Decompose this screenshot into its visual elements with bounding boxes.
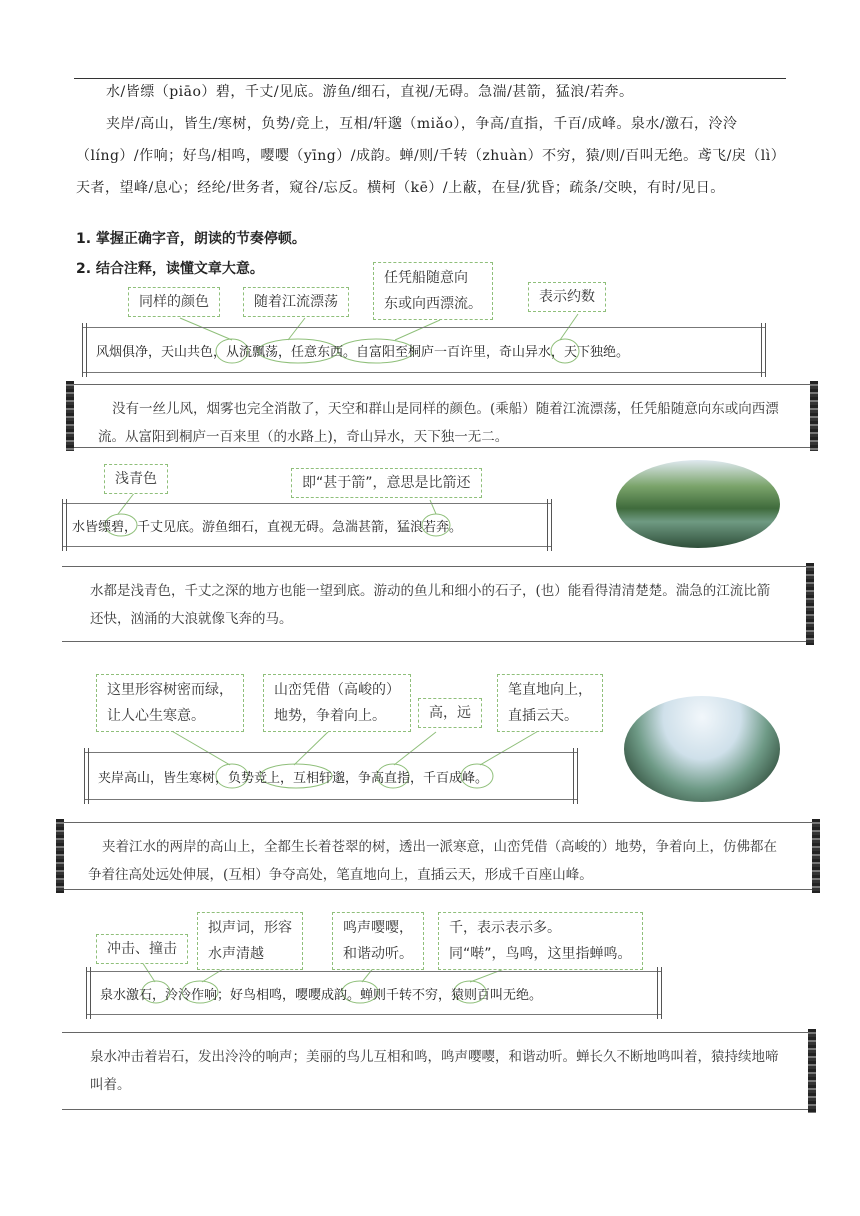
note-lingling-line-2: 水声清越	[208, 946, 264, 962]
translation-1-content: 没有一丝儿风，烟雾也完全消散了，天空和群山是同样的颜色。(乘船）随着江流漂荡，任凭船随意向东或向西漂流。从富阳到桐庐一百来里（的水路上)，奇山异水，天下独一无二。	[98, 401, 779, 445]
passage-line-3: （líng）/作响；好鸟/相鸣，嘤嘤（yīng）/成韵。蝉/则/千转（zhuàn）不穷，猿/则/百叫无绝。鸢飞/戾（lì）	[76, 148, 786, 164]
note-lingling	[197, 912, 303, 970]
scroll-rod-left	[56, 819, 64, 893]
scroll-text-2	[62, 503, 552, 547]
scroll-rod-right	[806, 563, 814, 645]
note-renping	[373, 262, 493, 320]
note-xuanmiao: 高，远	[418, 698, 482, 728]
scroll-rod-right	[812, 819, 820, 893]
task-1: 1. 掌握正确字音，朗读的节奏停顿。	[76, 231, 306, 247]
note-suizhe: 随着江流漂荡	[243, 287, 349, 317]
mountain-photo	[624, 696, 780, 802]
note-yingying-line-1: 鸣声嘤嘤，	[343, 920, 413, 936]
note-yingying	[332, 912, 424, 970]
scroll-text-2-content: 水皆缥碧，千丈见底。游鱼细石，直视无碍。急湍甚箭，猛浪若奔。	[72, 519, 463, 535]
note-qianzhuan	[438, 912, 643, 970]
translation-3-content: 夹着江水的两岸的高山上，全都生长着苍翠的树，透出一派寒意，山峦凭借（高峻的）地势，争着向上，仿佛都在争着往高处远处伸展，(互相）争夺高处，笔直地向上，直插云天，形成千百座山峰。	[88, 839, 777, 883]
note-hanshu-line-1: 这里形容树密而绿，	[107, 682, 233, 698]
note-fushi	[263, 674, 411, 732]
task-2: 2. 结合注释，读懂文章大意。	[76, 261, 264, 277]
translation-3	[60, 822, 816, 890]
scroll-rod-right	[808, 1029, 816, 1113]
note-zhizhi-line-2: 直插云天。	[508, 708, 578, 724]
note-qianzhuan-line-1: 千，表示表示多。	[449, 920, 561, 936]
translation-4-content: 泉水冲击着岩石，发出泠泠的响声；美丽的鸟儿互相和鸣，鸣声嘤嘤，和谐动听。蝉长久不断地鸣叫着，猿持续地啼叫着。	[90, 1049, 779, 1093]
scroll-rod-left	[66, 381, 74, 451]
note-zhizhi	[497, 674, 603, 732]
note-shenjian: 即“甚于箭”，意思是比箭还	[291, 468, 482, 498]
note-qianqing: 浅青色	[104, 464, 168, 494]
passage-line-4: 天者，望峰/息心；经纶/世务者，窥谷/忘反。横柯（kē）/上蔽，在昼/犹昏；疏条/交映，有时/见日。	[76, 180, 725, 196]
scroll-text-3-content: 夹岸高山，皆生寒树，负势竞上，互相轩邈，争高直指，千百成峰。	[98, 770, 489, 786]
scroll-rod-right	[810, 381, 818, 451]
note-yingying-line-2: 和谐动听。	[343, 946, 413, 962]
note-renping-line-1: 任凭船随意向	[384, 270, 468, 286]
note-tongyang: 同样的颜色	[128, 287, 220, 317]
river-photo	[616, 460, 780, 548]
note-yuesu: 表示约数	[528, 282, 606, 312]
scroll-text-3	[84, 752, 578, 800]
note-hanshu	[96, 674, 244, 732]
passage-line-2: 夹岸/高山，皆生/寒树，负势/竞上，互相/轩邈（miǎo），争高/直指，千百/成峰。泉水/激石，泠泠	[106, 116, 738, 132]
scroll-text-1	[82, 327, 766, 373]
passage-line-1: 水/皆缥（piāo）碧，千丈/见底。游鱼/细石，直视/无碍。急湍/甚箭，猛浪/若奔。	[106, 84, 634, 100]
note-fushi-line-2: 地势，争着向上。	[274, 708, 386, 724]
translation-2	[62, 566, 810, 642]
translation-4	[62, 1032, 812, 1110]
translation-2-content: 水都是浅青色，千丈之深的地方也能一望到底。游动的鱼儿和细小的石子，(也）能看得清清楚楚。湍急的江流比箭还快，汹涌的大浪就像飞奔的马。	[90, 583, 771, 627]
note-hanshu-line-2: 让人心生寒意。	[107, 708, 205, 724]
scroll-text-4-content: 泉水激石，泠泠作响；好鸟相鸣，嘤嘤成韵。蝉则千转不穷，猿则百叫无绝。	[100, 987, 543, 1003]
note-lingling-line-1: 拟声词，形容	[208, 920, 292, 936]
note-chongji: 冲击、撞击	[96, 934, 188, 964]
note-renping-line-2: 东或向西漂流。	[384, 296, 482, 312]
note-qianzhuan-line-2: 同“啭”，鸟鸣，这里指蝉鸣。	[449, 946, 632, 962]
scroll-text-1-content: 风烟俱净，天山共色，从流飘荡，任意东西。自富阳至桐庐一百许里，奇山异水，天下独绝。	[96, 344, 630, 360]
scroll-text-4	[86, 971, 662, 1015]
note-zhizhi-line-1: 笔直地向上，	[508, 682, 592, 698]
translation-1	[70, 384, 814, 448]
note-fushi-line-1: 山峦凭借（高峻的）	[274, 682, 400, 698]
